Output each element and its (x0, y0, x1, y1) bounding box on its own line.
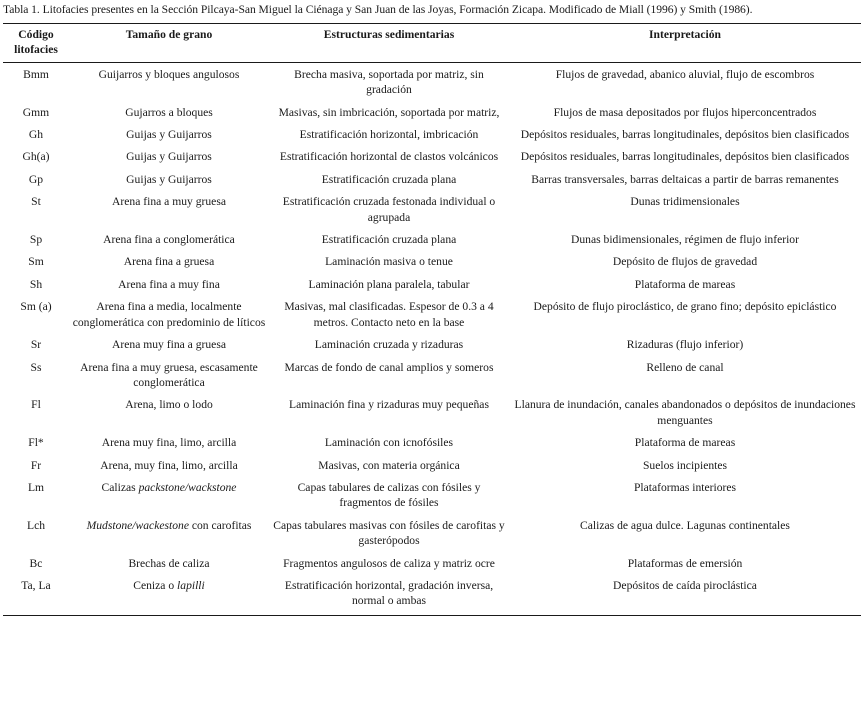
table-caption: Tabla 1. Litofacies presentes en la Sección Pilcaya-San Miguel la Ciénaga y San Juan de las Joyas, Formación Zicapa. Modificado de Miall (1996) y Smith (1986). (3, 3, 753, 16)
cell-structure: Brecha masiva, soportada por matriz, sin gradación (294, 67, 484, 97)
cell-interpretation: Plataformas de emersión (627, 556, 743, 570)
table-row (3, 101, 861, 123)
cell-code: Sr (30, 338, 42, 352)
table-row (3, 145, 861, 167)
cell-grain: Arena fina a conglomerática (103, 233, 235, 247)
cell-code: Bc (29, 556, 43, 570)
cell-interpretation: Plataforma de mareas (634, 436, 736, 450)
cell-code: Lch (26, 518, 46, 532)
cell-interpretation: Depósitos residuales, barras longitudinales, depósitos bien clasificados (520, 150, 850, 164)
header-row (3, 24, 861, 63)
cell-code: Sp (29, 233, 43, 247)
cell-code: Sm (28, 255, 44, 269)
cell-interpretation: Barras transversales, barras deltaicas a partir de barras remanentes (531, 172, 839, 186)
table-row (3, 62, 861, 100)
cell-code: Bmm (23, 67, 49, 81)
cell-grain: Arena muy fina a gruesa (112, 338, 226, 352)
cell-grain: Guijas y Guijarros (126, 172, 212, 186)
cell-interpretation: Plataforma de mareas (634, 277, 736, 291)
cell-structure: Estratificación horizontal, gradación inversa, normal o ambas (284, 578, 494, 608)
cell-code: Fl (31, 398, 41, 412)
cell-interpretation: Depósitos residuales, barras longitudinales, depósitos bien clasificados (520, 128, 850, 142)
header-codigo (3, 24, 69, 63)
cell-interpretation: Depósitos de caída piroclástica (613, 578, 757, 592)
grain-italic-text: packstone/wackstone (138, 480, 237, 494)
table-header (3, 24, 861, 63)
table-row (3, 333, 861, 355)
cell-structure: Laminación masiva o tenue (325, 255, 453, 269)
cell-grain: Arena fina a muy gruesa (112, 195, 226, 209)
cell-structure: Estratificación cruzada plana (321, 172, 457, 186)
cell-code: Ta, La (21, 578, 51, 592)
cell-interpretation: Llanura de inundación, canales abandonados o depósitos de inundaciones menguantes (514, 398, 856, 427)
cell-grain: Guijarros y bloques angulosos (98, 67, 240, 81)
cell-structure: Masivas, mal clasificadas. Espesor de 0.3 a 4 metros. Contacto neto en la base (284, 300, 494, 329)
cell-interpretation: Suelos incipientes (642, 458, 728, 472)
cell-interpretation: Rizaduras (flujo inferior) (626, 338, 744, 352)
table-row (3, 168, 861, 190)
cell-structure: Estratificación horizontal de clastos volcánicos (279, 150, 499, 164)
table-row (3, 273, 861, 295)
cell-code: Gh (28, 128, 44, 142)
cell-code: Lm (27, 480, 45, 494)
cell-code: Gh(a) (22, 150, 50, 164)
cell-interpretation: Depósito de flujos de gravedad (612, 255, 758, 269)
cell-grain: Arena, muy fina, limo, arcilla (100, 458, 238, 472)
cell-code: Gmm (22, 105, 50, 119)
cell-interpretation: Dunas bidimensionales, régimen de flujo inferior (571, 233, 799, 247)
table-row (3, 514, 861, 552)
cell-interpretation: Relleno de canal (646, 360, 724, 374)
cell-interpretation: Flujos de gravedad, abanico aluvial, flujo de escombros (555, 67, 815, 81)
header-estructuras: Estructuras sedimentarias (323, 28, 455, 41)
table-row (3, 123, 861, 145)
cell-grain: Arena, limo o lodo (125, 398, 213, 412)
cell-grain: Guijas y Guijarros (126, 128, 212, 142)
cell-code: St (31, 195, 41, 209)
cell-structure: Laminación con icnofósiles (324, 436, 454, 450)
cell-interpretation: Flujos de masa depositados por flujos hiperconcentrados (553, 105, 817, 119)
header-codigo-line1: Código (18, 28, 54, 41)
cell-structure: Capas tabulares masivas con fósiles de carofitas y gasterópodos (273, 518, 505, 548)
cell-structure: Estratificación cruzada plana (321, 233, 457, 247)
cell-grain: Arena fina a media, localmente conglomerática con predominio de líticos (72, 300, 266, 329)
cell-structure: Estratificación cruzada festonada individual o agrupada (282, 195, 496, 224)
cell-grain: Gujarros a bloques (125, 105, 213, 119)
header-codigo-line2: litofacies (14, 43, 58, 57)
cell-structure: Capas tabulares de calizas con fósiles y fragmentos de fósiles (297, 480, 481, 510)
cell-structure: Masivas, con materia orgánica (318, 458, 460, 472)
table-row (3, 476, 861, 514)
table-row (3, 250, 861, 272)
cell-structure: Laminación fina y rizaduras muy pequeñas (289, 398, 489, 412)
grain-text: Calizas (101, 480, 139, 494)
cell-structure: Estratificación horizontal, imbricación (299, 128, 479, 142)
table-row (3, 431, 861, 453)
table-row (3, 393, 861, 431)
table-row (3, 356, 861, 394)
cell-code: Sh (29, 277, 43, 291)
table-row (3, 552, 861, 574)
cell-code: Gp (28, 172, 44, 186)
cell-structure: Fragmentos angulosos de caliza y matriz ocre (283, 556, 495, 570)
cell-interpretation: Dunas tridimensionales (630, 195, 740, 209)
cell-grain (69, 476, 269, 514)
header-grano: Tamaño de grano (125, 28, 213, 41)
grain-text: Ceniza o (133, 578, 178, 592)
cell-grain: Arena fina a muy fina (118, 277, 220, 291)
cell-interpretation: Calizas de agua dulce. Lagunas continentales (580, 518, 790, 532)
grain-italic-text: lapilli (177, 578, 205, 592)
cell-code: Fr (30, 458, 42, 472)
cell-code: Ss (30, 360, 42, 374)
cell-code: Fl* (28, 436, 44, 450)
cell-interpretation: Depósito de flujo piroclástico, de grano fino; depósito epiclástico (533, 300, 837, 314)
cell-grain (69, 574, 269, 615)
table-body (3, 62, 861, 615)
cell-grain (69, 514, 269, 552)
header-interpretacion: Interpretación (649, 28, 721, 41)
cell-structure: Masivas, sin imbricación, soportada por matriz, (278, 105, 500, 119)
table-row (3, 190, 861, 228)
grain-text-post: con carofitas (188, 518, 252, 532)
cell-grain: Arena fina a muy gruesa, escasamente conglomerática (80, 360, 258, 389)
cell-structure: Laminación plana paralela, tabular (308, 277, 470, 291)
table-row (3, 295, 861, 333)
cell-code: Sm (a) (20, 300, 52, 314)
cell-structure: Laminación cruzada y rizaduras (314, 338, 464, 352)
table-row (3, 228, 861, 250)
cell-grain: Arena fina a gruesa (123, 255, 215, 269)
grain-italic-text: Mudstone/wackestone (86, 518, 189, 532)
table-row (3, 454, 861, 476)
cell-grain: Brechas de caliza (128, 556, 210, 570)
litofacies-table (3, 23, 861, 616)
cell-grain: Guijas y Guijarros (126, 150, 212, 164)
cell-grain: Arena muy fina, limo, arcilla (101, 436, 237, 450)
cell-interpretation: Plataformas interiores (633, 480, 737, 494)
cell-structure: Marcas de fondo de canal amplios y someros (284, 360, 494, 374)
table-row (3, 574, 861, 615)
